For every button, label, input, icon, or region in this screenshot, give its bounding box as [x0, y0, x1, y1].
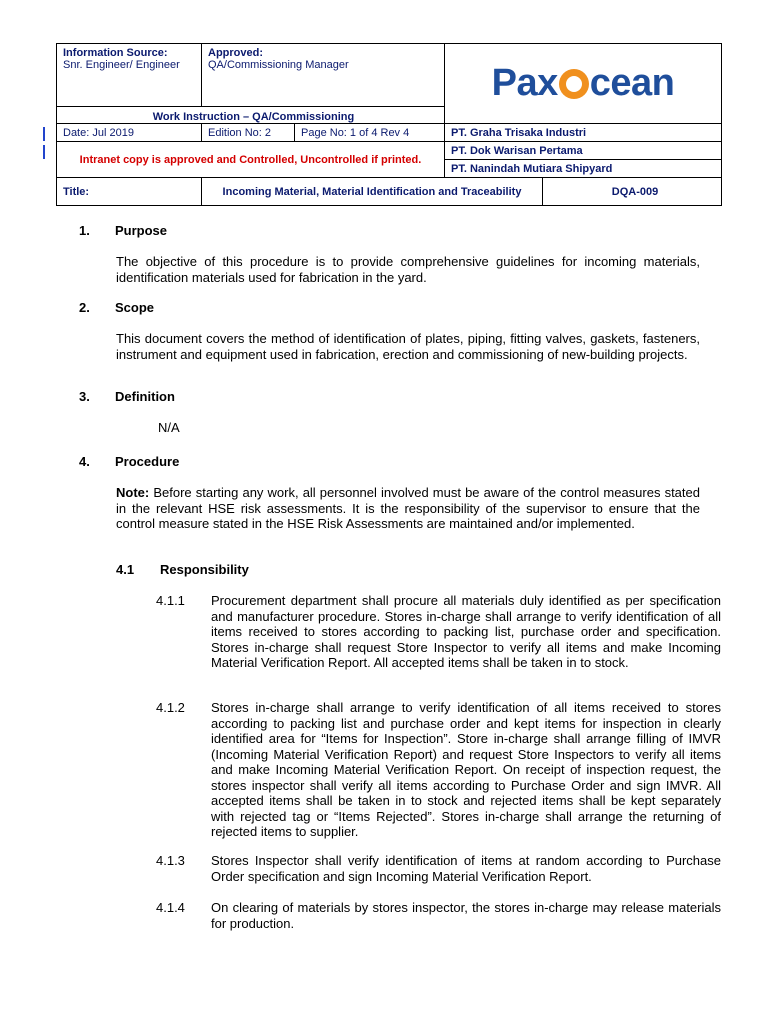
procedure-note [116, 485, 700, 532]
section-number: 1. [79, 223, 90, 238]
definition-text: N/A [158, 420, 180, 435]
subsection-heading-responsibility [116, 562, 249, 577]
logo-o-icon [559, 69, 589, 99]
item-number: 4.1.4 [156, 900, 185, 915]
item-text: On clearing of materials by stores inspector, the stores in-charge may release materials for production. [211, 900, 721, 931]
work-instruction: Work Instruction – QA/Commissioning [57, 107, 445, 124]
company-2: PT. Dok Warisan Pertama [445, 142, 722, 160]
subsection-title: Responsibility [160, 562, 249, 577]
company-1: PT. Graha Trisaka Industri [445, 124, 722, 142]
section-title: Definition [115, 389, 175, 404]
item-number: 4.1.3 [156, 853, 185, 868]
item-text: Stores in-charge shall arrange to verify identification of all items received to stores according to packing list and purchase order and kept items for inspection in clearly identified area for “Items for Inspection”. Store in-charge shall arrange filling of IMVR (Incoming Material Verification Report) and request Store Inspectors to verify all items and make Incoming Material Verification Report. On receipt of inspection request, the stores inspector shall verify all items according to Purchase Order and sign IMVR. All accepted items shall be taken in to stock and rejected items shall be kept separately with rejected tag or “Items Rejected”. Stores in-charge shall arrange the returning of rejected items to supplier. [211, 700, 721, 839]
edition-cell: Edition No: 2 [202, 124, 295, 142]
section-number: 3. [79, 389, 90, 404]
scope-paragraph: This document covers the method of identification of plates, piping, fitting valves, gaskets, fasteners, instrument and equipment used in fabrication, erection and commissioning of new-building projects. [116, 331, 700, 362]
document-header-table [56, 43, 722, 206]
section-title: Scope [115, 300, 155, 315]
paxocean-logo [492, 62, 675, 104]
item-text: Procurement department shall procure all materials duly identified as per specification and manufacturer procedure. Stores in-charge shall arrange to verify identification of all items received to stores according to packing list, purchase order and specification. Stores in-charge shall request Store Inspector to verify all items and make Incoming Material Verification Report. All accepted items shall be taken in to stock. [211, 593, 721, 670]
section-heading-purpose [79, 223, 167, 238]
logo-text-right: cean [589, 62, 675, 104]
section-heading-procedure [79, 454, 179, 469]
info-source-value: Snr. Engineer/ Engineer [63, 59, 180, 71]
approved-value: QA/Commissioning Manager [208, 59, 349, 71]
revision-bar [43, 127, 45, 141]
logo-text-left: Pax [491, 62, 558, 104]
item-text: Stores Inspector shall verify identification of items at random according to Purchase Order specification and sign Incoming Material Verification Report. [211, 853, 721, 884]
page-number-cell: Page No: 1 of 4 Rev 4 [295, 124, 445, 142]
note-text: Before starting any work, all personnel involved must be aware of the control measures stated in the relevant HSE risk assessments. It is the responsibility of the supervisor to ensure that the control measure stated in the HSE Risk Assessments are maintained and/or implemented. [116, 485, 700, 531]
section-heading-definition [79, 389, 175, 404]
section-title: Purpose [115, 223, 168, 238]
approved-cell [202, 44, 445, 107]
info-source-label: Information Source: [63, 47, 168, 59]
item-number: 4.1.1 [156, 593, 185, 608]
revision-bar [43, 145, 45, 159]
info-source-cell [57, 44, 202, 107]
section-heading-scope [79, 300, 154, 315]
approved-label: Approved: [208, 47, 263, 59]
note-label: Note: [116, 485, 150, 500]
item-number: 4.1.2 [156, 700, 185, 715]
logo-cell [445, 44, 722, 124]
section-number: 4. [79, 454, 90, 469]
section-number: 2. [79, 300, 90, 315]
subsection-number: 4.1 [116, 562, 135, 577]
document-code: DQA-009 [543, 178, 722, 206]
title-label: Title: [57, 178, 202, 206]
purpose-paragraph: The objective of this procedure is to provide comprehensive guidelines for incoming materials, identification materials used for fabrication in the yard. [116, 254, 700, 285]
company-3: PT. Nanindah Mutiara Shipyard [445, 160, 722, 178]
intranet-note: Intranet copy is approved and Controlled, Uncontrolled if printed. [57, 142, 445, 178]
date-cell: Date: Jul 2019 [57, 124, 202, 142]
document-title: Incoming Material, Material Identification and Traceability [202, 178, 543, 206]
section-title: Procedure [115, 454, 180, 469]
